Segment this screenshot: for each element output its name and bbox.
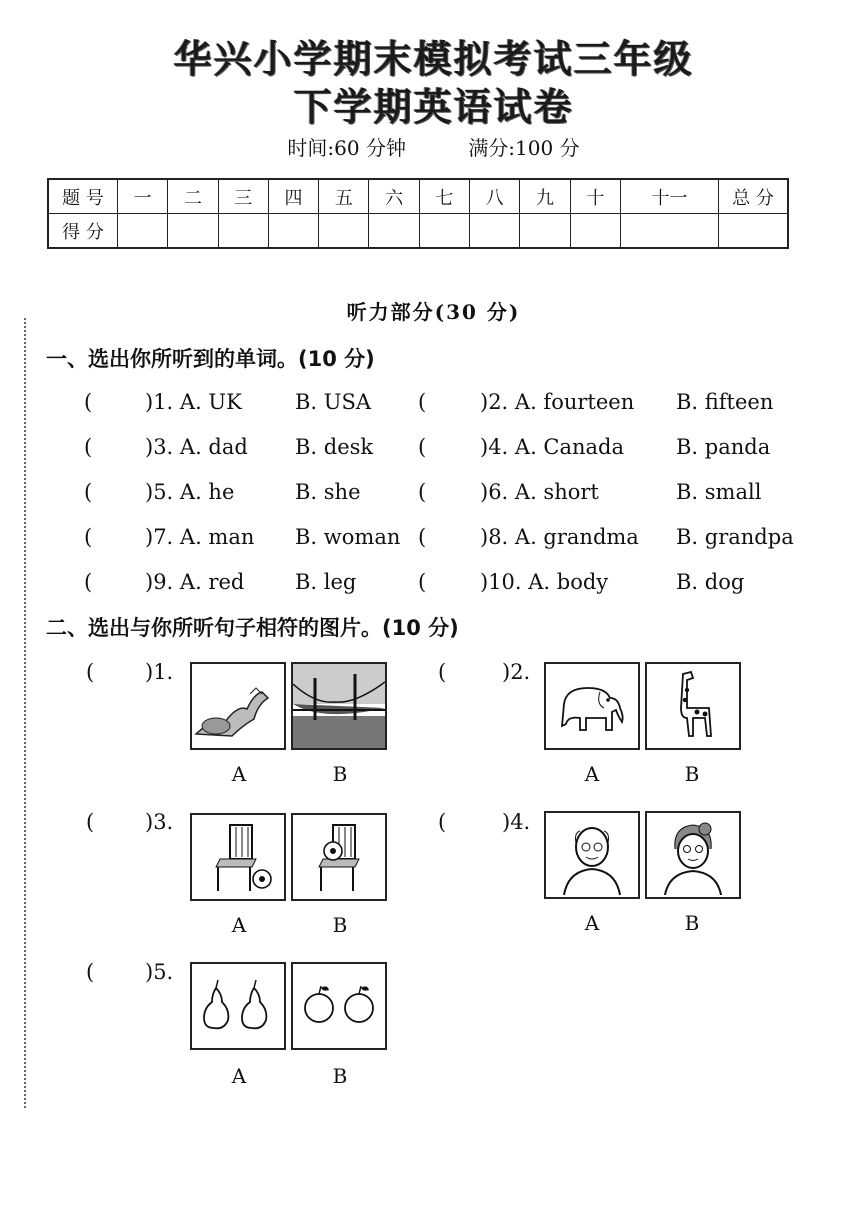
answer-paren[interactable]: ( (418, 480, 427, 504)
golden-gate-bridge-icon[interactable] (291, 662, 387, 750)
option-b: B. grandpa (676, 525, 794, 549)
question-1: )1. A. UK (145, 390, 242, 414)
table-cell: 得 分 (48, 214, 118, 249)
score-cell[interactable] (319, 214, 369, 249)
full-score: 满分:100 分 (468, 136, 580, 160)
exam-title-line2: 下学期英语试卷 (293, 85, 574, 129)
table-cell: 五 (319, 179, 369, 214)
label-a: A (231, 913, 247, 937)
option-b: B. she (295, 480, 361, 504)
answer-paren[interactable]: ( (84, 570, 93, 594)
score-table-header-row (48, 179, 788, 214)
table-cell: 八 (470, 179, 520, 214)
question-2: )2. A. fourteen (480, 390, 635, 414)
answer-paren[interactable]: ( (86, 660, 95, 684)
question-5: )5. A. he (145, 480, 235, 504)
part1-title: 一、选出你所听到的单词。(10 分) (46, 347, 375, 371)
answer-paren[interactable]: ( (84, 480, 93, 504)
binding-dotted-line (24, 318, 26, 1108)
picture-question-2: )2. (502, 660, 531, 684)
question-3: )3. A. dad (145, 435, 248, 459)
score-table (47, 178, 789, 249)
score-cell[interactable] (168, 214, 218, 249)
answer-paren[interactable]: ( (84, 390, 93, 414)
option-b: B. leg (295, 570, 357, 594)
grandma-icon[interactable] (645, 811, 741, 899)
question-10: )10. A. body (480, 570, 609, 594)
question-6: )6. A. short (480, 480, 599, 504)
answer-paren[interactable]: ( (438, 810, 447, 834)
question-7: )7. A. man (145, 525, 255, 549)
pears-icon[interactable] (190, 962, 286, 1050)
label-b: B (332, 1064, 348, 1088)
label-b: B (332, 762, 348, 786)
answer-paren[interactable]: ( (86, 810, 95, 834)
label-a: A (584, 911, 600, 935)
answer-paren[interactable]: ( (84, 525, 93, 549)
score-cell[interactable] (520, 214, 570, 249)
picture-question-5: )5. (145, 960, 174, 984)
grandpa-icon[interactable] (544, 811, 640, 899)
option-b: B. panda (676, 435, 771, 459)
table-cell: 总 分 (719, 179, 789, 214)
question-9: )9. A. red (145, 570, 245, 594)
question-8: )8. A. grandma (480, 525, 639, 549)
label-a: A (584, 762, 600, 786)
table-cell: 十 (570, 179, 620, 214)
option-b: B. woman (295, 525, 401, 549)
table-cell: 七 (419, 179, 469, 214)
score-cell[interactable] (620, 214, 718, 249)
score-cell[interactable] (719, 214, 789, 249)
label-a: A (231, 762, 247, 786)
table-cell: 二 (168, 179, 218, 214)
option-b: B. fifteen (676, 390, 774, 414)
score-cell[interactable] (570, 214, 620, 249)
label-b: B (332, 913, 348, 937)
picture-question-1: )1. (145, 660, 174, 684)
answer-paren[interactable]: ( (418, 435, 427, 459)
score-cell[interactable] (369, 214, 419, 249)
score-cell[interactable] (268, 214, 318, 249)
answer-paren[interactable]: ( (418, 525, 427, 549)
answer-paren[interactable]: ( (84, 435, 93, 459)
elephant-icon[interactable] (544, 662, 640, 750)
table-cell: 四 (268, 179, 318, 214)
ball-beside-chair-icon[interactable] (190, 813, 286, 901)
giraffe-icon[interactable] (645, 662, 741, 750)
answer-paren[interactable]: ( (86, 960, 95, 984)
table-cell: 十一 (620, 179, 718, 214)
option-b: B. desk (295, 435, 374, 459)
table-cell: 三 (218, 179, 268, 214)
picture-question-4: )4. (502, 810, 531, 834)
answer-paren[interactable]: ( (418, 390, 427, 414)
exam-title-line1: 华兴小学期末模拟考试三年级 (173, 37, 694, 81)
exam-meta (0, 132, 867, 161)
option-b: B. small (676, 480, 762, 504)
option-b: B. USA (295, 390, 372, 414)
label-b: B (684, 911, 700, 935)
picture-question-3: )3. (145, 810, 174, 834)
table-cell: 六 (369, 179, 419, 214)
part2-title: 二、选出与你所听句子相符的图片。(10 分) (46, 616, 459, 640)
table-cell: 题 号 (48, 179, 118, 214)
ball-on-chair-icon[interactable] (291, 813, 387, 901)
table-cell: 一 (118, 179, 168, 214)
question-4: )4. A. Canada (480, 435, 625, 459)
option-b: B. dog (676, 570, 745, 594)
score-cell[interactable] (419, 214, 469, 249)
answer-paren[interactable]: ( (418, 570, 427, 594)
label-a: A (231, 1064, 247, 1088)
listening-section-heading: 听力部分(30 分) (346, 300, 521, 324)
answer-paren[interactable]: ( (438, 660, 447, 684)
label-b: B (684, 762, 700, 786)
time-limit: 时间:60 分钟 (287, 136, 406, 160)
apples-icon[interactable] (291, 962, 387, 1050)
great-wall-icon[interactable] (190, 662, 286, 750)
score-table-score-row (48, 214, 788, 249)
table-cell: 九 (520, 179, 570, 214)
score-cell[interactable] (118, 214, 168, 249)
score-cell[interactable] (218, 214, 268, 249)
score-cell[interactable] (470, 214, 520, 249)
